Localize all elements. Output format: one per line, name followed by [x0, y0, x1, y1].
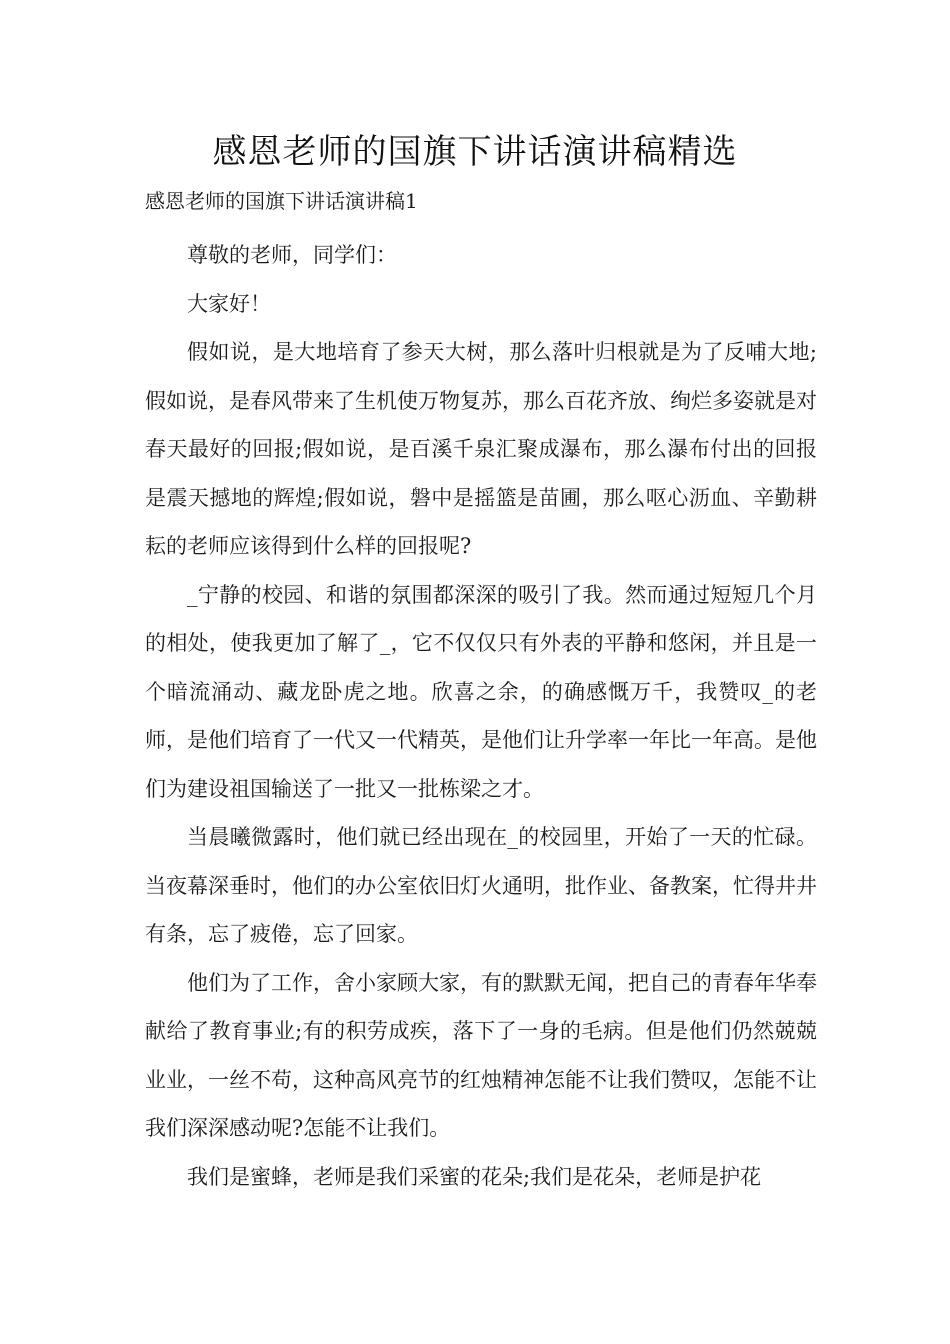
paragraph: 当晨曦微露时，他们就已经出现在_的校园里，开始了一天的忙碌。当夜幕深垂时，他们的办公室依旧灯火通明，批作业、备教案，忙得井井有条，忘了疲倦，忘了回家。 — [145, 825, 817, 946]
paragraph: 假如说，是大地培育了参天大树，那么落叶归根就是为了反哺大地;假如说，是春风带来了生机使万物复苏，那么百花齐放、绚烂多姿就是对春天最好的回报;假如说，是百溪千泉汇聚成瀑布，那么瀑布付出的回报是震天撼地的辉煌;假如说，磐中是摇篮是苗圃，那么呕心沥血、辛勤耕耘的老师应该得到什么样的回报呢? — [145, 340, 817, 558]
section-title: 感恩老师的国旗下讲话演讲稿1 — [145, 189, 418, 213]
paragraph-salutation: 尊敬的老师，同学们： — [187, 243, 397, 267]
document-body — [145, 231, 817, 1201]
paragraph: 他们为了工作，舍小家顾大家，有的默默无闻，把自己的青春年华奉献给了教育事业;有的积劳成疾，落下了一身的毛病。但是他们仍然兢兢业业，一丝不苟，这种高风亮节的红烛精神怎能不让我们赞叹，怎能不让我们深深感动呢?怎能不让我们。 — [145, 970, 817, 1140]
document-title: 感恩老师的国旗下讲话演讲稿精选 — [212, 132, 738, 172]
paragraph: 我们是蜜蜂，老师是我们采蜜的花朵;我们是花朵，老师是护花 — [187, 1164, 762, 1189]
paragraph-greeting: 大家好！ — [187, 291, 271, 316]
paragraph: _宁静的校园、和谐的氛围都深深的吸引了我。然而通过短短几个月的相处，使我更加了解了_，它不仅仅只有外表的平静和悠闲，并且是一个暗流涌动、藏龙卧虎之地。欣喜之余，的确感慨万千，我赞叹_的老师，是他们培育了一代又一代精英，是他们让升学率一年比一年高。是他们为建设祖国输送了一批又一批栋梁之才。 — [145, 582, 817, 801]
